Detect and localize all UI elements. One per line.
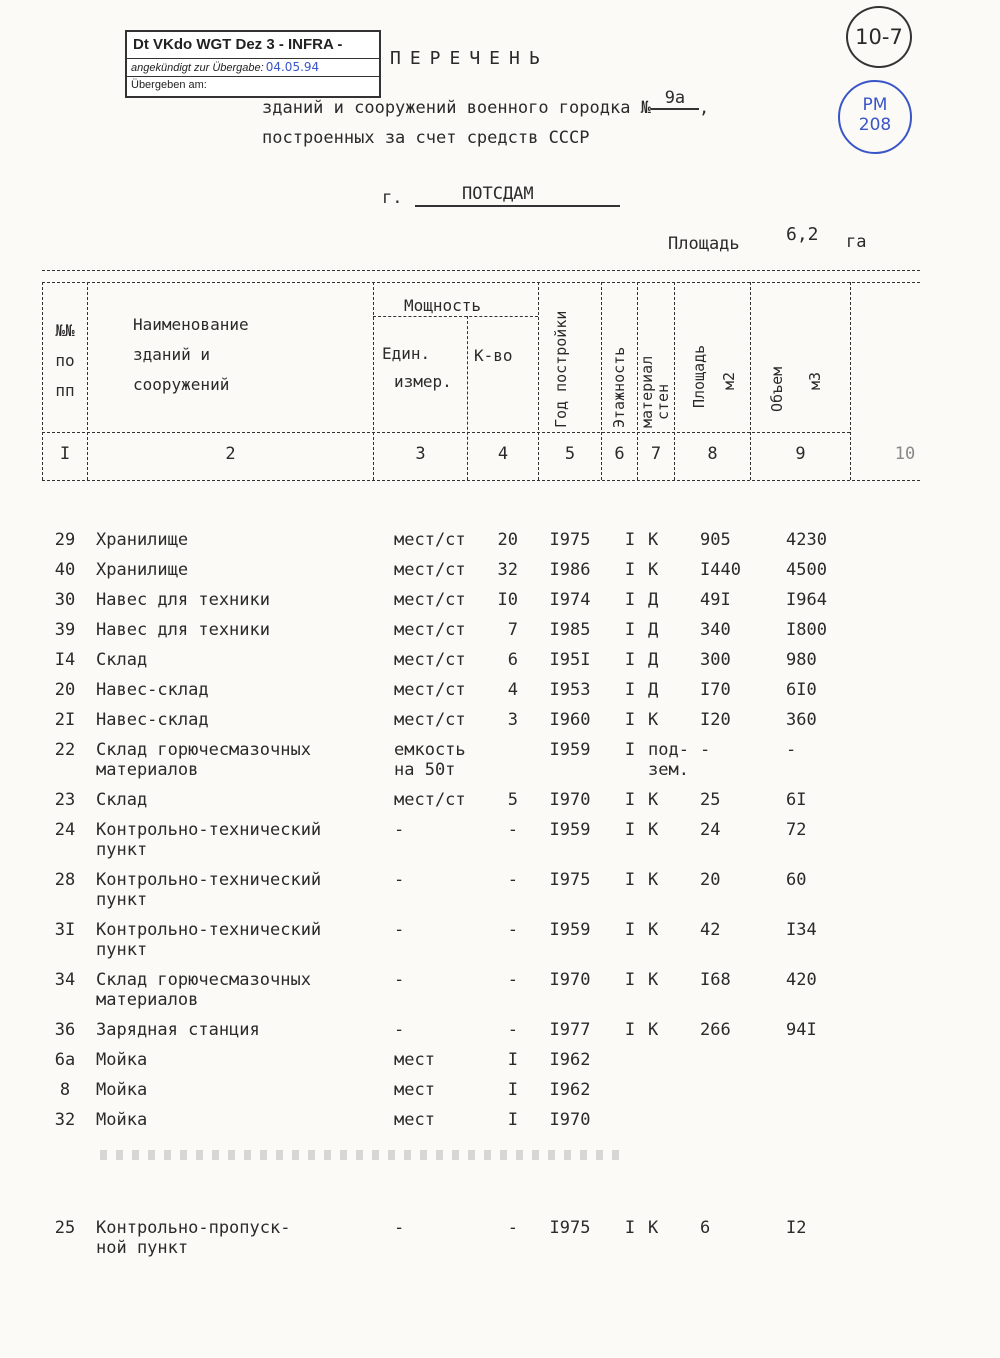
subtitle-line-2: построенных за счет средств СССР bbox=[262, 128, 590, 148]
cell-area: I440 bbox=[700, 560, 741, 580]
cell-mat: К bbox=[648, 920, 659, 940]
cell-n: 29 bbox=[54, 530, 76, 550]
cell-area: 20 bbox=[700, 870, 721, 890]
cell-year: I986 bbox=[549, 560, 591, 580]
cell-name: Склад горючесмазочных материалов bbox=[96, 970, 311, 1010]
column-number-6: 6 bbox=[614, 444, 625, 464]
cell-qty: - bbox=[507, 920, 518, 940]
cell-unit: мест/ст bbox=[394, 790, 466, 810]
cell-n: 20 bbox=[54, 680, 76, 700]
cell-qty: - bbox=[507, 970, 518, 990]
cell-n: 8 bbox=[59, 1080, 71, 1100]
cell-unit: мест/ст bbox=[394, 530, 466, 550]
cell-n: 23 bbox=[54, 790, 76, 810]
cell-mat: Д bbox=[648, 680, 659, 700]
cell-vol: I2 bbox=[786, 1218, 807, 1238]
column-number-8: 8 bbox=[707, 444, 718, 464]
header-col-8-line-2: м2 bbox=[720, 371, 738, 390]
cell-fl: I bbox=[624, 710, 636, 730]
cell-qty: I bbox=[507, 1110, 518, 1130]
cell-fl: I bbox=[624, 820, 636, 840]
cell-vol: 360 bbox=[786, 710, 817, 730]
cell-mat: Д bbox=[648, 620, 659, 640]
cell-area: 266 bbox=[700, 1020, 731, 1040]
header-col-7-line-2: стен bbox=[654, 383, 672, 420]
cell-year: I953 bbox=[549, 680, 591, 700]
cell-name: Контрольно-технический пункт bbox=[96, 870, 322, 910]
cell-unit: мест bbox=[394, 1110, 435, 1130]
cell-vol: 94I bbox=[786, 1020, 817, 1040]
header-col-1 bbox=[44, 316, 86, 406]
cell-vol: I34 bbox=[786, 920, 817, 940]
column-number-5: 5 bbox=[564, 444, 576, 464]
cell-fl: I bbox=[624, 680, 636, 700]
cell-name: Навес-склад bbox=[96, 680, 209, 700]
cell-fl: I bbox=[624, 530, 636, 550]
header-col-1-line-2: по bbox=[55, 351, 75, 370]
cell-area: 25 bbox=[700, 790, 721, 810]
cell-n: 3I bbox=[54, 920, 76, 940]
cell-name: Зарядная станция bbox=[96, 1020, 260, 1040]
stamp-line-1: Dt VKdo WGT Dez 3 - INFRA - bbox=[127, 32, 379, 59]
area-value: 6,2 bbox=[786, 224, 819, 245]
cell-year: I970 bbox=[549, 970, 591, 990]
cell-n: 30 bbox=[54, 590, 76, 610]
header-col-9-line-1: Объем bbox=[768, 366, 786, 412]
cell-area: I70 bbox=[700, 680, 731, 700]
header-col-2-line-3: сооружений bbox=[133, 375, 230, 394]
cell-mat: К bbox=[648, 970, 659, 990]
column-number-4: 4 bbox=[497, 444, 509, 464]
cell-unit: мест/ст bbox=[394, 680, 466, 700]
cell-name: Мойка bbox=[96, 1050, 148, 1070]
cell-year: I975 bbox=[549, 1218, 591, 1238]
subtitle-line-1-text: зданий и сооружений военного городка № bbox=[262, 98, 651, 118]
cell-n: 2I bbox=[54, 710, 76, 730]
cell-fl: I bbox=[624, 790, 636, 810]
cell-qty: - bbox=[507, 870, 518, 890]
cell-name: Хранилище bbox=[96, 560, 189, 580]
cell-mat: К bbox=[648, 1020, 659, 1040]
cell-year: I985 bbox=[549, 620, 591, 640]
cell-unit: - bbox=[394, 970, 405, 990]
header-capacity: Мощность bbox=[404, 296, 482, 315]
capacity-sub-line bbox=[373, 316, 538, 317]
cell-unit: мест/ст bbox=[394, 590, 466, 610]
cell-unit: - bbox=[394, 1218, 405, 1238]
cell-name: Склад bbox=[96, 650, 148, 670]
page-mark: 10-7 bbox=[846, 6, 912, 68]
cell-year: I962 bbox=[549, 1080, 591, 1100]
cell-fl: I bbox=[624, 590, 636, 610]
stamp-handwritten-date: 04.05.94 bbox=[265, 60, 320, 74]
cell-unit: - bbox=[394, 820, 405, 840]
cell-mat: К bbox=[648, 790, 659, 810]
column-number-1: I bbox=[59, 444, 71, 464]
cell-fl: I bbox=[624, 650, 636, 670]
cell-vol: 980 bbox=[786, 650, 817, 670]
cell-fl: I bbox=[624, 620, 636, 640]
cell-mat: К bbox=[648, 560, 659, 580]
archive-mark-line-1: PM bbox=[862, 95, 888, 115]
header-mid-line bbox=[42, 432, 850, 433]
column-number-10: 10 bbox=[894, 444, 916, 464]
cell-n: 6а bbox=[54, 1050, 76, 1070]
header-col-2-line-1: Наименование bbox=[133, 315, 249, 334]
cell-fl: I bbox=[624, 920, 636, 940]
cell-n: I4 bbox=[54, 650, 76, 670]
cell-name: Контрольно-пропуск- ной пункт bbox=[96, 1218, 291, 1258]
cell-vol: 6I0 bbox=[786, 680, 817, 700]
transfer-stamp bbox=[125, 30, 381, 98]
cell-fl: I bbox=[624, 870, 636, 890]
area-label: Площадь bbox=[668, 234, 740, 254]
cell-qty: - bbox=[507, 1020, 518, 1040]
cell-year: I975 bbox=[549, 870, 591, 890]
cell-qty: 32 bbox=[497, 560, 518, 580]
col-divider-0 bbox=[42, 282, 43, 480]
cell-mat: Д bbox=[648, 590, 659, 610]
cell-unit: мест bbox=[394, 1080, 435, 1100]
cell-n: 39 bbox=[54, 620, 76, 640]
cell-name: Навес для техники bbox=[96, 620, 270, 640]
cell-vol: - bbox=[786, 740, 797, 760]
archive-mark bbox=[838, 80, 912, 154]
cell-qty: I bbox=[507, 1050, 518, 1070]
cell-unit: - bbox=[394, 1020, 405, 1040]
cell-mat: К bbox=[648, 710, 659, 730]
cell-name: Хранилище bbox=[96, 530, 189, 550]
cell-name: Контрольно-технический пункт bbox=[96, 920, 322, 960]
cell-vol: 420 bbox=[786, 970, 817, 990]
cell-unit: мест/ст bbox=[394, 620, 466, 640]
cell-vol: 60 bbox=[786, 870, 807, 890]
cell-area: 24 bbox=[700, 820, 721, 840]
cell-n: 24 bbox=[54, 820, 76, 840]
header-col-9-line-2: м3 bbox=[806, 371, 824, 390]
cell-name: Склад bbox=[96, 790, 148, 810]
cell-unit: емкость на 50т bbox=[394, 740, 466, 780]
cell-n: 22 bbox=[54, 740, 76, 760]
header-col-2 bbox=[133, 310, 249, 400]
header-col-8-line-1: Площадь bbox=[690, 344, 708, 408]
header-col-3 bbox=[382, 340, 452, 396]
area-unit: га bbox=[846, 232, 867, 252]
cell-year: I970 bbox=[549, 1110, 591, 1130]
cell-vol: I800 bbox=[786, 620, 827, 640]
column-number-3: 3 bbox=[415, 444, 426, 464]
cell-qty: 4 bbox=[507, 680, 518, 700]
header-col-2-line-2: зданий и bbox=[133, 345, 211, 364]
cell-qty: I0 bbox=[497, 590, 518, 610]
cell-n: 36 bbox=[54, 1020, 76, 1040]
header-col-6: Этажность bbox=[610, 346, 628, 428]
city-value: ПОТСДАМ bbox=[462, 184, 534, 204]
cell-unit: - bbox=[394, 870, 405, 890]
city-underline bbox=[415, 205, 620, 207]
page-title: ПЕРЕЧЕНЬ bbox=[390, 48, 549, 69]
cell-area: I20 bbox=[700, 710, 731, 730]
cell-vol: 72 bbox=[786, 820, 807, 840]
cell-area: 42 bbox=[700, 920, 721, 940]
cell-qty: - bbox=[507, 820, 518, 840]
cell-name: Мойка bbox=[96, 1080, 148, 1100]
header-top-line bbox=[42, 270, 920, 271]
cell-vol: 4230 bbox=[786, 530, 827, 550]
cell-qty: 3 bbox=[507, 710, 518, 730]
header-col-1-line-1: №№ bbox=[55, 321, 75, 340]
stamp-line-2 bbox=[127, 58, 379, 77]
cell-unit: мест/ст bbox=[394, 710, 466, 730]
col-divider-9 bbox=[850, 282, 851, 480]
cell-area: 49I bbox=[700, 590, 731, 610]
cell-unit: мест/ст bbox=[394, 560, 466, 580]
cell-vol: 4500 bbox=[786, 560, 827, 580]
cell-fl: I bbox=[624, 1218, 636, 1238]
header-col-5: Год постройки bbox=[552, 310, 570, 428]
cell-qty: - bbox=[507, 1218, 518, 1238]
cell-year: I970 bbox=[549, 790, 591, 810]
cell-area: 300 bbox=[700, 650, 731, 670]
cell-mat: Д bbox=[648, 650, 659, 670]
cell-area: I68 bbox=[700, 970, 731, 990]
header-col-1-line-3: пп bbox=[55, 381, 75, 400]
cell-qty: 7 bbox=[507, 620, 518, 640]
header-col-3-line-2: измер. bbox=[394, 372, 452, 391]
stamp-line-3: Übergeben am: bbox=[131, 79, 207, 91]
cell-name: Навес для техники bbox=[96, 590, 270, 610]
cell-area: 905 bbox=[700, 530, 731, 550]
cell-fl: I bbox=[624, 1020, 636, 1040]
header-top-line-2 bbox=[42, 282, 920, 283]
cell-mat: К bbox=[648, 820, 659, 840]
column-number-2: 2 bbox=[225, 444, 236, 464]
cell-year: I960 bbox=[549, 710, 591, 730]
header-col-7-line-1: материал bbox=[638, 355, 656, 428]
cell-qty: 6 bbox=[507, 650, 518, 670]
cell-n: 34 bbox=[54, 970, 76, 990]
cell-fl: I bbox=[624, 740, 636, 760]
subtitle-line-1: зданий и сооружений военного городка № 9а , bbox=[262, 88, 710, 118]
header-col-3-line-1: Един. bbox=[382, 344, 431, 363]
cell-year: I959 bbox=[549, 920, 591, 940]
cell-unit: мест/ст bbox=[394, 650, 466, 670]
cell-name: Контрольно-технический пункт bbox=[96, 820, 322, 860]
header-col-4: К-во bbox=[474, 346, 513, 365]
cell-unit: - bbox=[394, 920, 405, 940]
cell-n: 25 bbox=[54, 1218, 76, 1238]
cell-fl: I bbox=[624, 560, 636, 580]
cell-mat: К bbox=[648, 870, 659, 890]
cell-name: Склад горючесмазочных материалов bbox=[96, 740, 311, 780]
cell-name: Мойка bbox=[96, 1110, 148, 1130]
cell-mat: под- зем. bbox=[648, 740, 689, 780]
column-number-9: 9 bbox=[795, 444, 806, 464]
cell-name: Навес-склад bbox=[96, 710, 209, 730]
cell-year: I95I bbox=[549, 650, 591, 670]
city-label: г. bbox=[382, 188, 403, 208]
cell-mat: К bbox=[648, 1218, 659, 1238]
faded-row bbox=[100, 1150, 620, 1160]
cell-n: 40 bbox=[54, 560, 76, 580]
column-number-7: 7 bbox=[650, 444, 662, 464]
archive-mark-line-2: 208 bbox=[858, 115, 892, 135]
cell-n: 32 bbox=[54, 1110, 76, 1130]
cell-year: I975 bbox=[549, 530, 591, 550]
cell-year: I959 bbox=[549, 740, 591, 760]
cell-qty: 5 bbox=[507, 790, 518, 810]
cell-n: 28 bbox=[54, 870, 76, 890]
header-bottom-line bbox=[42, 480, 920, 481]
cell-qty: 20 bbox=[497, 530, 518, 550]
cell-unit: мест bbox=[394, 1050, 435, 1070]
cell-year: I974 bbox=[549, 590, 591, 610]
cell-year: I977 bbox=[549, 1020, 591, 1040]
cell-vol: 6I bbox=[786, 790, 807, 810]
cell-area: - bbox=[700, 740, 711, 760]
cell-year: I962 bbox=[549, 1050, 591, 1070]
cell-fl: I bbox=[624, 970, 636, 990]
stamp-line-2-label: angekündigt zur Übergabe: bbox=[131, 62, 264, 74]
cell-area: 6 bbox=[700, 1218, 711, 1238]
cell-qty: I bbox=[507, 1080, 518, 1100]
cell-vol: I964 bbox=[786, 590, 827, 610]
cell-mat: К bbox=[648, 530, 659, 550]
cell-area: 340 bbox=[700, 620, 731, 640]
cell-year: I959 bbox=[549, 820, 591, 840]
subtitle-number: 9а bbox=[651, 88, 699, 110]
